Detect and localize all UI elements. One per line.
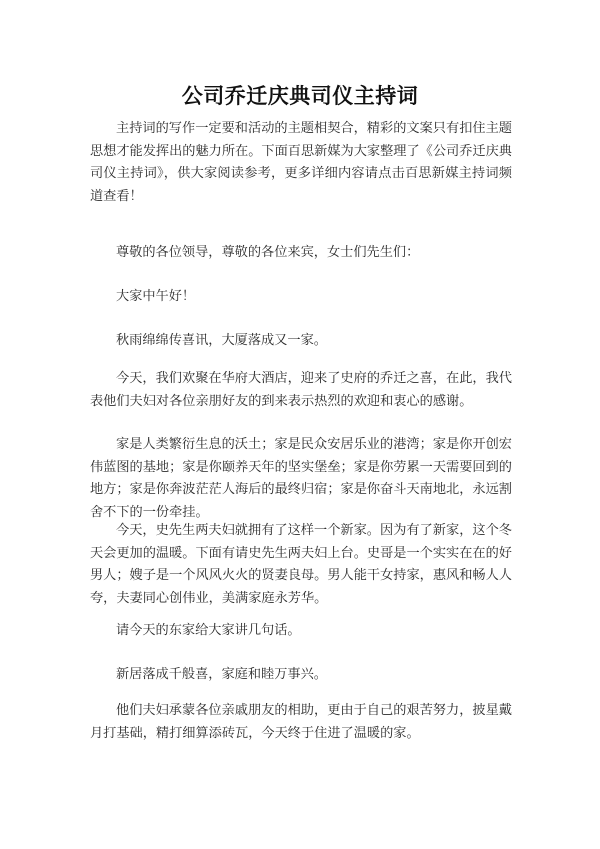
document-title: 公司乔迁庆典司仪主持词 [181,84,419,108]
intro-paragraph: 主持词的写作一定要和活动的主题相契合，精彩的文案只有扣住主题思想才能发挥出的魅力所在。下面百思新媒为大家整理了《公司乔迁庆典司仪主持词》，供大家阅读参考，更多详细内容请点击百思新媒主持词频道查看！ [90,121,512,204]
paragraph: 他们夫妇承蒙各位亲戚朋友的相助，更由于自己的艰苦努力，披星戴月打基础，精打细算添砖瓦，今天终于住进了温暖的家。 [90,703,512,741]
paragraph: 家是人类繁衍生息的沃土；家是民众安居乐业的港湾；家是你开创宏伟蓝图的基地；家是你颐养天年的坚实堡垒；家是你劳累一天需要回到的地方；家是你奔波茫茫人海后的最终归宿；家是你奋斗天南地北，永远割舍不下的一份牵挂。 [90,437,512,520]
paragraph: 新居落成千般喜，家庭和睦万事兴。 [116,667,327,682]
greeting-paragraph: 尊敬的各位领导，尊敬的各位来宾，女士们先生们： [116,245,420,260]
paragraph: 秋雨绵绵传喜讯，大厦落成又一家。 [116,333,327,348]
paragraph: 今天，史先生两夫妇就拥有了这样一个新家。因为有了新家，这个冬天会更加的温暖。下面有请史先生两夫妇上台。史哥是一个实实在在的好男人；嫂子是一个风风火火的贤妻良母。男人能干女持家，惠风和畅人人夸，夫妻同心创伟业，美满家庭永芳华。 [90,523,512,606]
paragraph: 今天，我们欢聚在华府大酒店，迎来了史府的乔迁之喜，在此，我代表他们夫妇对各位亲朋好友的到来表示热烈的欢迎和衷心的感谢。 [90,371,512,409]
paragraph: 请今天的东家给大家讲几句话。 [116,623,301,638]
paragraph: 大家中午好！ [116,289,196,304]
